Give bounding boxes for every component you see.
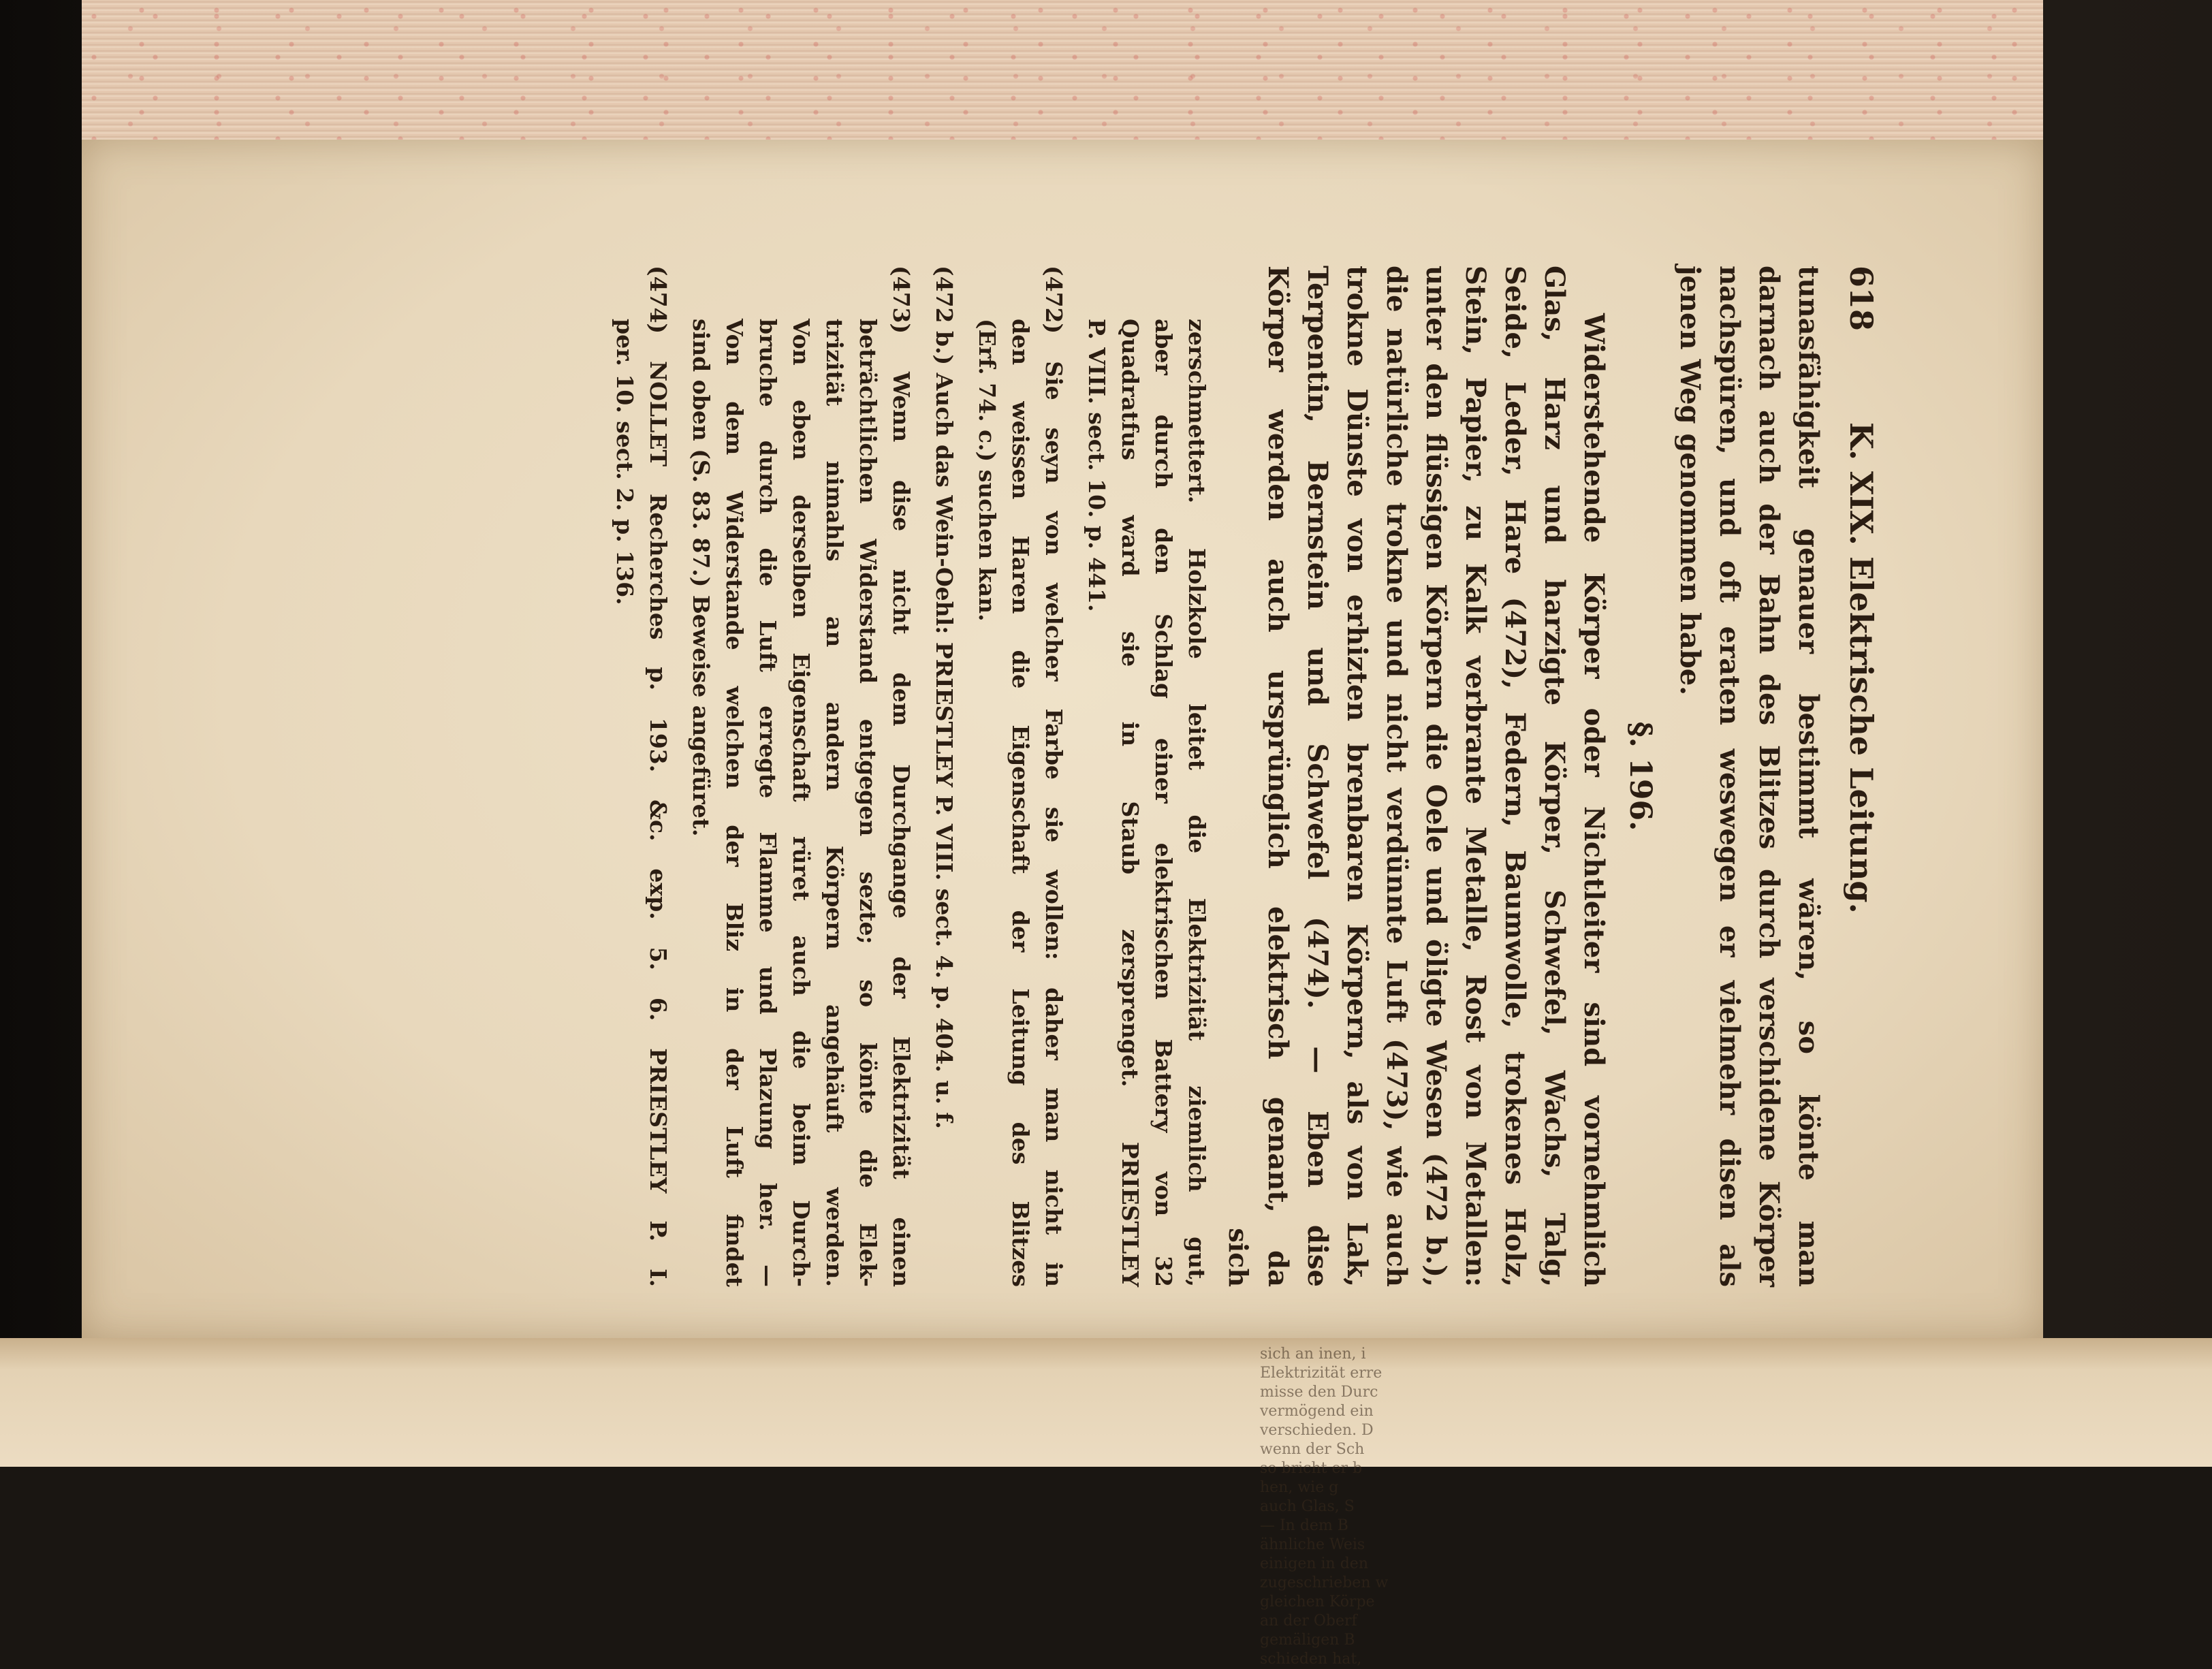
text-line: Stein, Papier, zu Kalk verbrante Metalle, Rost von Metallen: (1459, 266, 1491, 1287)
page-number: 618 (1843, 266, 1880, 332)
text-line: unter den flüssigen Körpern die Oele und öligte Wesen (472 b.), (1420, 266, 1452, 1287)
footnote-line: zerschmettert. Holzkole leitet die Elektrizität ziemlich gut, (1184, 319, 1210, 1287)
footnote-line: den weissen Haren die Eigenschaft der Leitung des Blitzes (1007, 319, 1034, 1287)
running-head (1843, 266, 1880, 1287)
facing-line: gemäligen B (1260, 1632, 1355, 1649)
footnote-line: Quadratfus ward sie in Staub zersprenget. PRIESTLEY (1117, 319, 1143, 1287)
catchword: sich (1223, 1228, 1254, 1287)
footnote-line: P. VIII. sect. 10. p. 441. (1084, 319, 1110, 612)
facing-line: wenn der Sch (1260, 1441, 1365, 1458)
facing-line: so bricht er b (1260, 1460, 1363, 1477)
footnote-line: sind oben (S. 83. 87.) Beweise angefüret. (688, 319, 714, 837)
text-line: Widerstehende Körper oder Nichtleiter sind vornehmlich (1578, 313, 1610, 1287)
facing-line: zugeschrieben w (1260, 1574, 1389, 1591)
footnote-line: bruche durch die Luft erregte Flamme und Plazung her. — (755, 319, 781, 1287)
footnote-line: (472 b.) Auch das Wein-Oehl: PRIESTLEY P. VIII. sect. 4. p. 404. u. f. (931, 266, 958, 1129)
text-line: die natürliche trokne und nicht verdünnte Luft (473), wie auch (1380, 266, 1412, 1287)
footnotes (608, 266, 1214, 1287)
facing-line: schieden hat, (1260, 1651, 1362, 1668)
text-line: trokne Dünste von erhizten brenbaren Körpern, als von Lak, (1341, 266, 1373, 1287)
facing-line: sich an inen, i (1260, 1346, 1366, 1363)
facing-line: Elektrizität erre (1260, 1365, 1382, 1382)
facing-line: verschieden. D (1260, 1422, 1374, 1439)
text-line: Körper werden auch ursprünglich elektrisch genant, da (1262, 266, 1294, 1287)
text-line: jenen Weg genommen habe. (1674, 266, 1706, 696)
footnote-line: Von dem Widerstande welchen der Bliz in der Luft findet (721, 319, 748, 1287)
facing-line: an der Oberf (1260, 1612, 1357, 1630)
main-paragraph (1258, 266, 1613, 1287)
footnote-line: beträchtlichen Widerstand entgegen sezte; so könte die Elek- (855, 319, 881, 1287)
facing-line: vermögend ein (1260, 1403, 1374, 1420)
page-edges (82, 0, 2043, 142)
text-line: Seide, Leder, Hare (472), Federn, Baumwolle, trokenes Holz, (1499, 266, 1531, 1287)
footnote-line: (473) Wenn dise nicht dem Durchgange der Elektrizität einen (888, 266, 915, 1287)
facing-page-text (1260, 1345, 2212, 1668)
facing-line: ähnliche Weis (1260, 1536, 1365, 1553)
footnote-line: trizität nimahls an andern Körpern angehäuft werden. (821, 319, 848, 1287)
facing-line: — In dem B (1260, 1517, 1348, 1534)
footnote-line: aber durch den Schlag einer elektrischen Battery von 32 (1150, 319, 1177, 1287)
footnote-line: (Erf. 74. c.) suchen kan. (974, 319, 1000, 622)
footnote-line: Von eben derselben Eigenschaft rüret auch die beim Durch- (788, 319, 815, 1287)
facing-line: auch Glas, S (1260, 1498, 1355, 1515)
facing-line: misse den Durc (1260, 1384, 1378, 1401)
text-line: darnach auch der Bahn des Blitzes durch verschidene Körper (1753, 266, 1785, 1287)
footnote-line: (474) NOLLET Recherches p. 193. &c. exp. 5. 6. PRIESTLEY P. I. (645, 266, 672, 1287)
intro-paragraph (1670, 266, 1828, 1287)
facing-line: gleichen Körpe (1260, 1593, 1375, 1610)
facing-line: hen, wie g (1260, 1479, 1339, 1496)
rotated-text-frame (177, 266, 1880, 1287)
text-line: Glas, Harz und harzigte Körper, Schwefel, Wachs, Talg, (1538, 266, 1570, 1287)
facing-page (0, 1338, 2212, 1668)
footnote-line: per. 10. sect. 2. p. 136. (612, 319, 638, 605)
facing-line: einigen in den (1260, 1555, 1368, 1572)
text-line: tunasfähigkeit genauer bestimmt wären, so könte man (1792, 266, 1824, 1287)
text-line: nachspüren, und oft eraten weswegen er vielmehr disen als (1713, 266, 1745, 1287)
footnote-line: (472) Sie seyn von welcher Farbe sie wollen: daher man nicht in (1041, 266, 1067, 1287)
chapter-title: K. XIX. Elektrische Leitung. (1843, 422, 1880, 914)
text-line: Terpentin, Bernstein und Schwefel (474). — Eben dise (1301, 266, 1333, 1287)
page-text (608, 266, 1880, 1287)
section-heading: §. 196. (1623, 721, 1658, 831)
